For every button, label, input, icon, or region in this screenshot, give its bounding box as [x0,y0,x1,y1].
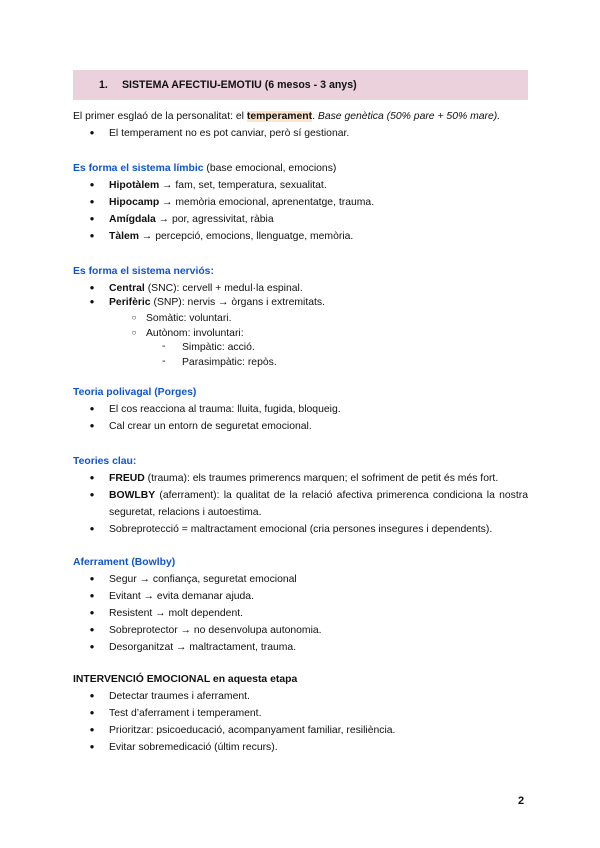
nervios-heading: Es forma el sistema nerviós: [73,266,214,277]
bullet-icon [88,523,96,534]
list-item: BOWLBY (aferrament): la qualitat de la relació afectiva primerenca condiciona la nostra seguretat, relacions i autoestima. [109,490,528,518]
dash-bullet-icon: - [162,341,166,352]
list-item: Hipocamp → memòria emocional, aprenentatge, trauma. [109,197,375,208]
bullet-icon [88,472,96,483]
highlight-term: temperament [246,111,313,122]
intro-paragraph: El primer esglaó de la personalitat: el temperament. Base genètica (50% pare + 50% mare). [73,111,501,122]
list-item: Cal crear un entorn de seguretat emocional. [109,421,312,432]
bullet-icon [88,196,96,207]
section-header [73,70,528,100]
list-item: Prioritzar: psicoeducació, acompanyament familiar, resiliència. [109,725,396,736]
aferrament-heading: Aferrament (Bowlby) [73,557,176,568]
bullet-icon [88,489,96,500]
list-item: Tàlem → percepció, emocions, llenguatge, memòria. [109,231,354,242]
list-item: Resistent → molt dependent. [109,608,243,619]
bullet-icon [88,607,96,618]
limbic-heading: Es forma el sistema límbic (base emocional, emocions) [73,163,337,174]
list-item: Test d’aferrament i temperament. [109,708,262,719]
list-item: Central (SNC): cervell + medul·la espinal. [109,283,303,294]
bullet-icon [88,624,96,635]
list-item: Evitar sobremedicació (últim recurs). [109,742,278,753]
bullet-icon [88,179,96,190]
teories-heading: Teories clau: [73,456,137,467]
circle-bullet-icon [130,327,138,338]
bullet-icon [88,127,96,138]
list-item: El cos reacciona al trauma: lluita, fugida, bloqueig. [109,404,341,415]
intervencio-heading: INTERVENCIÓ EMOCIONAL en aquesta etapa [73,674,298,685]
list-item: FREUD (trauma): els traumes primerencs marquen; el sofriment de petit és més fort. [109,473,499,484]
list-item: El temperament no es pot canviar, però sí gestionar. [109,128,350,139]
list-item: Detectar traumes i aferrament. [109,691,250,702]
bullet-icon [88,230,96,241]
list-item: Perifèric (SNP): nervis → òrgans i extremitats. [109,297,325,308]
list-item: Segur → confiança, seguretat emocional [109,574,297,585]
bullet-icon [88,690,96,701]
bullet-icon [88,213,96,224]
sub-list-item: Somàtic: voluntari. [146,313,232,324]
list-item: Desorganitzat → maltractament, trauma. [109,642,297,653]
bullet-icon [88,573,96,584]
list-item: Evitant → evita demanar ajuda. [109,591,254,602]
bullet-icon [88,420,96,431]
polivagal-heading: Teoria polivagal (Porges) [73,387,197,398]
list-item: Amígdala → por, agressivitat, ràbia [109,214,274,225]
bullet-icon [88,296,96,307]
sub-list-item: Autònom: involuntari: [146,328,244,339]
section-title: SISTEMA AFECTIU-EMOTIU (6 mesos - 3 anys) [121,79,357,91]
bullet-icon [88,741,96,752]
page-number: 2 [518,795,525,807]
section-number: 1. [99,79,108,91]
circle-bullet-icon [130,312,138,323]
bullet-icon [88,707,96,718]
bullet-icon [88,724,96,735]
bullet-icon [88,282,96,293]
bullet-icon [88,403,96,414]
bullet-icon [88,590,96,601]
list-item: Sobreprotector → no desenvolupa autonomia. [109,625,322,636]
sub-sub-list-item: Simpàtic: acció. [182,342,255,353]
bullet-icon [88,641,96,652]
list-item: Sobreprotecció = maltractament emocional (cria persones insegures i dependents). [109,524,493,535]
dash-bullet-icon: - [162,356,166,367]
list-item: Hipotàlem → fam, set, temperatura, sexualitat. [109,180,327,191]
sub-sub-list-item: Parasimpàtic: repòs. [182,357,277,368]
